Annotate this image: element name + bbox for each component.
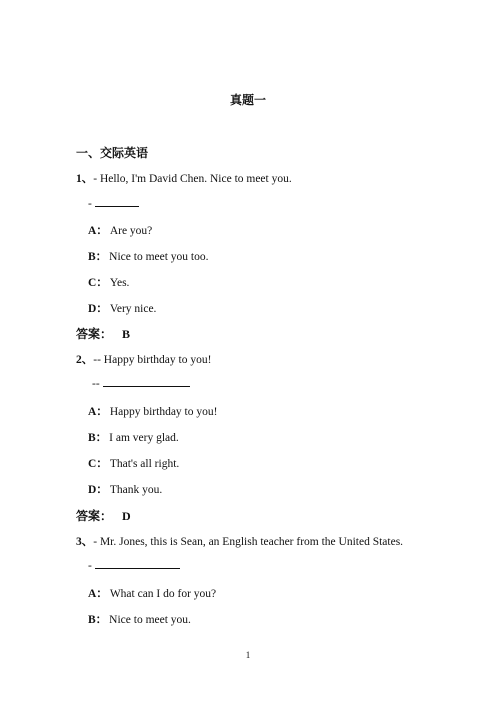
reply-prefix: - [88,560,95,572]
option-label: B： [88,432,108,444]
option-b [88,429,179,445]
option-d [88,300,156,316]
question-prompt: - Mr. Jones, this is Sean, an English teacher from the United States. [93,536,404,548]
question-prompt: -- Happy birthday to you! [93,354,212,366]
option-text: Nice to meet you. [109,614,191,626]
option-text: Very nice. [109,303,157,315]
answer-key [76,507,131,524]
option-d [88,481,162,497]
reply-prefix: -- [92,378,103,390]
question-prompt: - Hello, I'm David Chen. Nice to meet you. [93,173,292,185]
option-label: B： [88,251,108,263]
option-text: What can I do for you? [109,588,217,600]
question-number: 3、 [76,536,94,548]
question-number: 1、 [76,173,94,185]
answer-blank [92,377,190,390]
option-a [88,222,152,238]
option-text: That's all right. [109,458,180,470]
option-text: Thank you. [109,484,163,496]
option-c [88,455,179,471]
question-3 [76,533,403,549]
option-label: A： [88,225,108,237]
option-label: B： [88,614,108,626]
option-text: Happy birthday to you! [109,406,218,418]
option-label: A： [88,588,108,600]
option-label: A： [88,406,108,418]
option-b [88,248,209,264]
option-text: I am very glad. [109,432,179,444]
page-title: 真题一 [229,93,266,107]
option-a [88,403,217,419]
option-text: Are you? [109,225,153,237]
option-label: D： [88,484,108,496]
blank-line [95,197,139,207]
answer-label: 答案： [76,509,113,523]
option-label: D： [88,303,108,315]
blank-line [103,377,190,387]
reply-prefix: - [88,198,95,210]
question-1 [76,170,292,186]
answer-key [76,325,130,342]
option-a [88,585,216,601]
option-c [88,274,129,290]
question-2 [76,351,211,367]
answer-label: 答案： [76,327,113,341]
option-text: Nice to meet you too. [109,251,209,263]
option-label: C： [88,277,108,289]
answer-blank [88,197,139,210]
answer-blank [88,559,180,572]
question-number: 2、 [76,354,94,366]
option-text: Yes. [109,277,130,289]
answer-value: D [122,509,131,523]
answer-value: B [122,327,131,341]
option-b [88,611,191,627]
blank-line [95,559,180,569]
option-label: C： [88,458,108,470]
page-number: 1 [245,650,251,660]
section-heading: 一、交际英语 [76,146,149,160]
